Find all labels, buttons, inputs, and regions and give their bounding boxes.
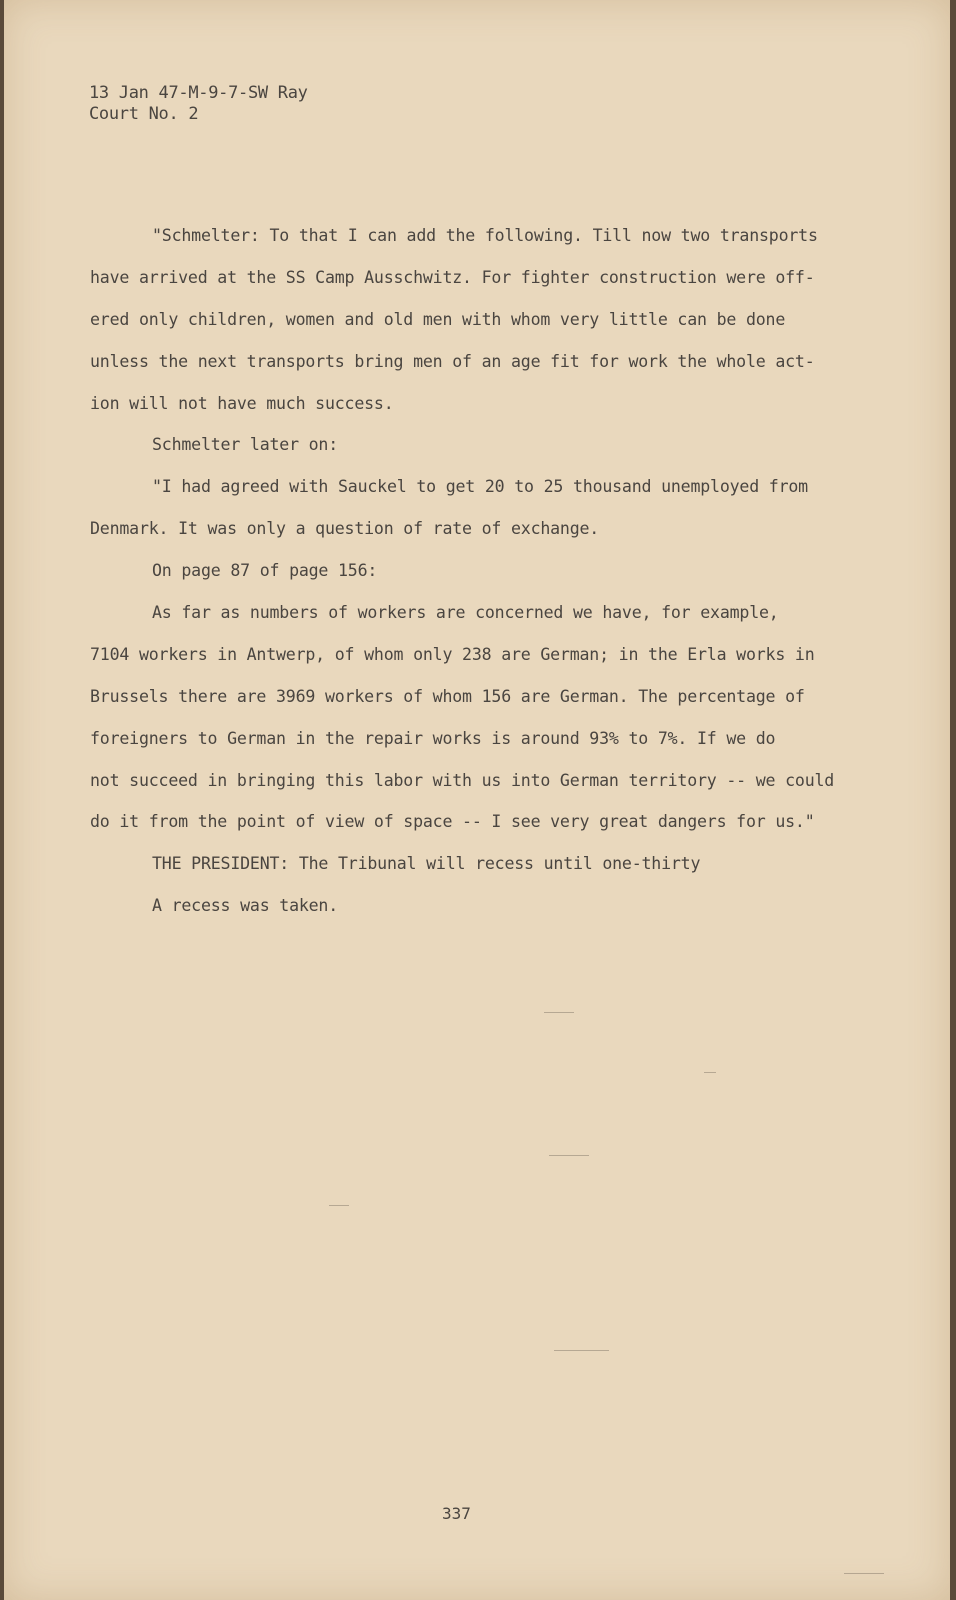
page-number: 337: [442, 1504, 471, 1523]
transcript-line: do it from the point of view of space -- I see very great dangers for us.": [90, 812, 815, 832]
transcript-line: A recess was taken.: [152, 896, 339, 916]
transcript-line: As far as numbers of workers are concerned we have, for example,: [152, 603, 779, 623]
paper-speck: [554, 1350, 609, 1351]
transcript-line: Brussels there are 3969 workers of whom 156 are German. The percentage of: [90, 686, 805, 706]
transcript-line: foreigners to German in the repair works is around 93% to 7%. If we do: [90, 728, 776, 748]
transcript-line: THE PRESIDENT: The Tribunal will recess until one-thirty: [152, 854, 701, 874]
document-header: [89, 83, 308, 125]
paper-speck: [329, 1205, 349, 1206]
transcript-body: [90, 223, 890, 935]
transcript-line: have arrived at the SS Camp Ausschwitz. For fighter construction were off-: [90, 267, 815, 287]
transcript-line: not succeed in bringing this labor with us into German territory -- we could: [90, 770, 835, 790]
paper-speck: [844, 1573, 884, 1574]
transcript-line: ered only children, women and old men with whom very little can be done: [90, 309, 786, 329]
paper-speck: [704, 1072, 716, 1073]
header-date-line: 13 Jan 47-M-9-7-SW Ray: [89, 83, 308, 103]
transcript-line: "Schmelter: To that I can add the following. Till now two transports: [152, 226, 818, 245]
document-page: [4, 0, 950, 1600]
transcript-line: ion will not have much success.: [90, 393, 394, 413]
transcript-line: Denmark. It was only a question of rate of exchange.: [90, 519, 600, 539]
paper-speck: [544, 1012, 574, 1013]
transcript-line: Schmelter later on:: [152, 435, 339, 455]
transcript-line: On page 87 of page 156:: [152, 561, 378, 581]
transcript-line: "I had agreed with Sauckel to get 20 to 25 thousand unemployed from: [152, 477, 808, 497]
transcript-line: unless the next transports bring men of an age fit for work the whole act-: [90, 351, 815, 371]
transcript-line: 7104 workers in Antwerp, of whom only 238 are German; in the Erla works in: [90, 644, 815, 664]
paper-speck: [549, 1155, 589, 1156]
header-court-line: Court No. 2: [89, 104, 199, 124]
